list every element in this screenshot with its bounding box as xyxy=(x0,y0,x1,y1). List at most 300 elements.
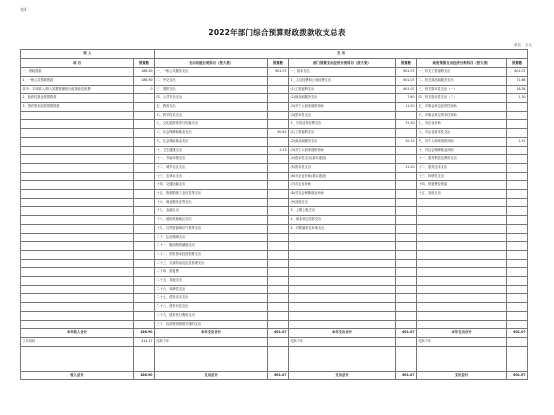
table-cell xyxy=(21,320,134,329)
table-row xyxy=(21,311,528,320)
table-cell: 十四、预备费及预留 xyxy=(417,181,507,190)
table-row xyxy=(21,103,528,112)
table-cell: 2、政府性基金预算拨款 xyxy=(21,94,134,103)
table-cell: (5)资本性支出 xyxy=(289,163,396,172)
table-cell xyxy=(289,250,396,259)
table-cell: 601.07 xyxy=(396,371,417,380)
table-cell xyxy=(268,259,289,268)
table-cell: 90.83 xyxy=(268,129,289,138)
table-cell: 其中：专项收入/纳入预算管理的行政事业性收费 xyxy=(21,85,134,94)
table-cell xyxy=(417,259,507,268)
table-cell xyxy=(507,285,528,294)
table-cell: 186.90 xyxy=(134,329,155,338)
table-cell xyxy=(268,285,289,294)
table-cell xyxy=(396,155,417,164)
table-cell xyxy=(21,294,134,303)
table-cell: 1、一般公共预算拨款 xyxy=(21,76,134,85)
income-budget-header: 预算数 xyxy=(134,58,155,68)
table-cell xyxy=(21,181,134,190)
table-cell xyxy=(396,190,417,199)
table-row xyxy=(21,155,528,164)
table-row xyxy=(21,137,528,146)
table-cell xyxy=(268,242,289,251)
table-cell xyxy=(21,277,134,286)
table-cell: 六、对事业单位资本性补助 xyxy=(417,111,507,120)
table-row xyxy=(21,190,528,199)
table-cell: 601.07 xyxy=(268,329,289,338)
table-cell xyxy=(289,320,396,329)
table-cell xyxy=(507,250,528,259)
table-cell xyxy=(134,320,155,329)
table-row xyxy=(21,120,528,129)
table-cell xyxy=(134,285,155,294)
expense-group-header: 支 出 xyxy=(155,50,528,59)
table-row xyxy=(21,85,528,94)
table-cell: 二十五、其他支出 xyxy=(155,277,268,286)
table-cell: 二十、住房保障支出 xyxy=(155,233,268,242)
table-cell: (1)工资福利支出 xyxy=(289,85,396,94)
table-cell xyxy=(507,103,528,112)
table-cell xyxy=(134,311,155,320)
grand-total-row xyxy=(21,371,528,380)
table-cell: 二、外交支出 xyxy=(155,76,268,85)
table-row xyxy=(21,320,528,329)
table-cell: 二十六、转移性支出 xyxy=(155,285,268,294)
table-cell: 支出总计 xyxy=(417,371,507,380)
table-cell xyxy=(507,242,528,251)
table-cell: 601.07 xyxy=(268,371,289,380)
table-cell: 一、一般公共服务支出 xyxy=(155,68,268,77)
table-cell: 一、基本支出 xyxy=(289,68,396,77)
table-cell: 三十、抗疫特别国债安排的支出 xyxy=(155,320,268,329)
table-cell xyxy=(21,216,134,225)
table-cell xyxy=(268,346,289,371)
table-cell: 601.07 xyxy=(396,76,417,85)
table-cell xyxy=(134,242,155,251)
table-cell: 三、国防支出 xyxy=(155,85,268,94)
table-cell xyxy=(396,294,417,303)
table-cell xyxy=(268,181,289,190)
table-cell xyxy=(134,259,155,268)
table-cell: 七、文化旅游体育与传媒支出 xyxy=(155,120,268,129)
table-cell: 四、公共安全支出 xyxy=(155,94,268,103)
table-cell: 11.50 xyxy=(396,103,417,112)
table-cell: 五、对事业单位经常性补助 xyxy=(417,103,507,112)
table-cell: 十一、债务利息及费用支出 xyxy=(417,155,507,164)
table-cell xyxy=(134,120,155,129)
table-cell xyxy=(134,233,155,242)
table-cell xyxy=(417,285,507,294)
table-cell xyxy=(21,198,134,207)
table-cell xyxy=(396,242,417,251)
table-cell xyxy=(21,259,134,268)
table-row xyxy=(21,207,528,216)
table-cell: 3、国有资本经营预算拨款 xyxy=(21,103,134,112)
table-cell xyxy=(134,207,155,216)
table-cell xyxy=(134,163,155,172)
spacer-row xyxy=(21,346,528,371)
table-cell: (6)对企业补助(基本建设) xyxy=(289,172,396,181)
table-cell xyxy=(417,233,507,242)
table-cell: 601.07 xyxy=(396,68,417,77)
table-cell: 二十七、债务还本支出 xyxy=(155,294,268,303)
econ-gov-header: 政府预算支出经济分类科目（按大类） xyxy=(417,58,507,68)
table-cell: (2)商品和服务支出 xyxy=(289,94,396,103)
table-cell xyxy=(134,111,155,120)
table-cell xyxy=(507,294,528,303)
table-cell: 十五、资源勘探工业信息等支出 xyxy=(155,190,268,199)
table-row xyxy=(21,268,528,277)
table-cell xyxy=(268,137,289,146)
table-cell xyxy=(289,346,396,371)
table-cell: (8)对社会保障基金补助 xyxy=(289,190,396,199)
table-cell xyxy=(507,120,528,129)
table-cell: 结转下年 xyxy=(289,338,396,347)
table-cell xyxy=(268,224,289,233)
table-cell xyxy=(134,190,155,199)
table-cell: 十、卫生健康支出 xyxy=(155,146,268,155)
table-cell: 结转下年 xyxy=(155,338,268,347)
table-cell xyxy=(417,224,507,233)
table-cell xyxy=(507,311,528,320)
table-cell xyxy=(21,268,134,277)
table-cell xyxy=(396,338,417,347)
table-cell xyxy=(268,85,289,94)
table-cell: 三、机关资本性支出（一） xyxy=(417,85,507,94)
table-cell xyxy=(396,233,417,242)
table-cell xyxy=(268,216,289,225)
table-cell xyxy=(396,285,417,294)
table-cell: 18.36 xyxy=(507,85,528,94)
table-cell xyxy=(396,111,417,120)
table-cell xyxy=(268,294,289,303)
table-cell xyxy=(289,268,396,277)
table-cell: 八、社会保障和就业支出 xyxy=(155,129,268,138)
table-cell xyxy=(21,163,134,172)
table-cell xyxy=(507,111,528,120)
table-cell xyxy=(507,259,528,268)
table-row xyxy=(21,224,528,233)
table-cell xyxy=(21,285,134,294)
table-cell: 一、财政拨款 xyxy=(21,68,134,77)
table-cell: 186.90 xyxy=(134,76,155,85)
table-cell: 收入总计 xyxy=(21,371,134,380)
table-cell: 20.10 xyxy=(396,137,417,146)
table-cell xyxy=(289,277,396,286)
table-cell xyxy=(268,277,289,286)
table-cell xyxy=(507,181,528,190)
table-cell xyxy=(268,163,289,172)
table-cell xyxy=(21,155,134,164)
table-cell xyxy=(507,172,528,181)
table-cell: 十六、商业服务业等支出 xyxy=(155,198,268,207)
table-cell: 十五、其他支出 xyxy=(417,190,507,199)
table-cell: 二十二、国有资本经营预算支出 xyxy=(155,250,268,259)
table-cell: 七、对企业补助 xyxy=(417,120,507,129)
table-row xyxy=(21,277,528,286)
table-cell xyxy=(21,146,134,155)
table-cell xyxy=(417,303,507,312)
table-number-label: 表4 xyxy=(20,7,27,12)
table-cell xyxy=(507,198,528,207)
table-cell xyxy=(396,303,417,312)
table-cell xyxy=(134,294,155,303)
table-cell: 601.07 xyxy=(507,68,528,77)
table-cell xyxy=(507,338,528,347)
table-cell: 六、科学技术支出 xyxy=(155,111,268,120)
table-cell: 结转下年 xyxy=(417,338,507,347)
table-cell xyxy=(289,233,396,242)
table-cell: 601.07 xyxy=(507,329,528,338)
table-cell xyxy=(396,146,417,155)
table-cell: 本年支出合计 xyxy=(155,329,268,338)
table-cell xyxy=(268,198,289,207)
table-cell xyxy=(417,277,507,286)
table-cell: 4、事业单位经营支出 xyxy=(289,216,396,225)
table-cell xyxy=(417,242,507,251)
table-cell xyxy=(268,250,289,259)
table-cell xyxy=(134,94,155,103)
table-cell: 十二、城乡社区支出 xyxy=(155,163,268,172)
table-cell xyxy=(507,155,528,164)
table-cell xyxy=(134,103,155,112)
table-cell: 186.90 xyxy=(134,371,155,380)
table-cell xyxy=(417,320,507,329)
table-row xyxy=(21,94,528,103)
table-cell xyxy=(134,137,155,146)
table-cell: 11.20 xyxy=(396,163,417,172)
table-cell xyxy=(268,268,289,277)
table-cell: 四、机关资本性支出（二） xyxy=(417,94,507,103)
budget-table xyxy=(20,49,528,380)
table-cell xyxy=(289,259,396,268)
table-cell: (9)其他支出 xyxy=(289,198,396,207)
table-row xyxy=(21,146,528,155)
table-cell xyxy=(507,233,528,242)
table-cell: 1.51 xyxy=(507,137,528,146)
table-cell xyxy=(417,207,507,216)
table-cell xyxy=(396,268,417,277)
header-group-row xyxy=(21,50,528,59)
table-cell: 601.07 xyxy=(396,85,417,94)
table-cell xyxy=(396,207,417,216)
table-cell: 本年支出合计 xyxy=(417,329,507,338)
table-row xyxy=(21,163,528,172)
table-cell: 2、专项业务经费支出 xyxy=(289,120,396,129)
econ-dept-header: 部门预算支出经济分类科目（按大类） xyxy=(289,58,396,68)
table-row xyxy=(21,294,528,303)
table-row xyxy=(21,233,528,242)
table-cell xyxy=(396,181,417,190)
table-cell xyxy=(134,277,155,286)
table-cell xyxy=(396,277,417,286)
table-cell xyxy=(289,242,396,251)
table-row xyxy=(21,181,528,190)
table-cell xyxy=(396,320,417,329)
table-cell: 本年收入合计 xyxy=(21,329,134,338)
table-cell xyxy=(507,268,528,277)
table-cell xyxy=(268,303,289,312)
table-cell: 3、上缴上级支出 xyxy=(289,207,396,216)
table-cell xyxy=(134,268,155,277)
table-cell xyxy=(134,303,155,312)
table-cell: 71.68 xyxy=(507,76,528,85)
table-cell xyxy=(21,224,134,233)
table-cell xyxy=(268,320,289,329)
table-cell xyxy=(396,250,417,259)
table-cell xyxy=(396,346,417,371)
table-cell xyxy=(417,294,507,303)
table-cell xyxy=(21,120,134,129)
table-row xyxy=(21,285,528,294)
table-cell xyxy=(21,303,134,312)
table-cell xyxy=(268,233,289,242)
table-cell: 一、机关工资福利支出 xyxy=(417,68,507,77)
table-cell xyxy=(268,103,289,112)
table-cell xyxy=(417,311,507,320)
table-cell xyxy=(289,303,396,312)
table-cell xyxy=(268,120,289,129)
table-cell: (2)商品和服务支出 xyxy=(289,137,396,146)
table-cell xyxy=(396,129,417,138)
table-cell xyxy=(268,207,289,216)
table-cell: 十九、自然资源海洋气象等支出 xyxy=(155,224,268,233)
table-cell xyxy=(507,320,528,329)
table-cell: (3)对个人和家庭的补助 xyxy=(289,103,396,112)
table-cell xyxy=(396,198,417,207)
table-cell xyxy=(396,172,417,181)
item-header: 项 目 xyxy=(21,58,134,68)
table-cell xyxy=(396,224,417,233)
table-cell xyxy=(268,94,289,103)
table-cell xyxy=(289,294,396,303)
table-cell xyxy=(21,129,134,138)
table-cell xyxy=(134,250,155,259)
table-cell xyxy=(21,137,134,146)
carryover-row xyxy=(21,338,528,347)
table-cell xyxy=(268,155,289,164)
table-cell xyxy=(21,207,134,216)
table-cell: 二十九、债务发行费用支出 xyxy=(155,311,268,320)
table-cell xyxy=(134,224,155,233)
table-cell: 二十八、债务付息支出 xyxy=(155,303,268,312)
table-cell: 支出总计 xyxy=(289,371,396,380)
table-cell xyxy=(396,259,417,268)
table-cell xyxy=(417,198,507,207)
table-cell: 十七、金融支出 xyxy=(155,207,268,216)
table-row xyxy=(21,250,528,259)
table-cell: 601.07 xyxy=(268,68,289,77)
table-cell: 2.53 xyxy=(268,146,289,155)
table-cell xyxy=(507,190,528,199)
table-cell xyxy=(21,242,134,251)
table-cell xyxy=(507,277,528,286)
table-cell xyxy=(268,111,289,120)
table-cell xyxy=(417,346,507,371)
table-row xyxy=(21,172,528,181)
unit-label: 单位：万元 xyxy=(514,43,532,47)
table-cell xyxy=(396,311,417,320)
table-cell xyxy=(507,303,528,312)
table-cell: 十、对社会保障基金补助 xyxy=(417,146,507,155)
table-cell: 十三、农林水支出 xyxy=(155,172,268,181)
table-cell xyxy=(155,346,268,371)
table-cell: 本年支出合计 xyxy=(289,329,396,338)
table-cell xyxy=(268,190,289,199)
table-cell xyxy=(507,207,528,216)
table-cell xyxy=(134,346,155,371)
table-cell xyxy=(21,111,134,120)
table-cell: 5、对附属单位补助支出 xyxy=(289,224,396,233)
table-cell: 支出总计 xyxy=(155,371,268,380)
table-cell: 186.90 xyxy=(134,68,155,77)
table-cell: (1)工资福利支出 xyxy=(289,129,396,138)
table-cell: 二、机关商品和服务支出 xyxy=(417,76,507,85)
table-cell xyxy=(268,338,289,347)
table-cell: (4)资本性支出 xyxy=(289,111,396,120)
table-cell: 上年结转 xyxy=(21,338,134,347)
table-cell xyxy=(289,285,396,294)
table-row xyxy=(21,259,528,268)
econ-gov-budget-header: 预算数 xyxy=(507,58,528,68)
table-cell: 414.17 xyxy=(134,338,155,347)
table-cell xyxy=(134,146,155,155)
table-cell: 7.60 xyxy=(396,94,417,103)
table-cell xyxy=(507,129,528,138)
table-cell xyxy=(396,216,417,225)
econ-dept-budget-header: 预算数 xyxy=(396,58,417,68)
table-cell xyxy=(21,346,134,371)
table-row xyxy=(21,198,528,207)
table-cell xyxy=(21,311,134,320)
table-cell xyxy=(507,146,528,155)
table-cell xyxy=(417,250,507,259)
table-cell: 二十一、粮油物资储备支出 xyxy=(155,242,268,251)
table-cell: 31.30 xyxy=(396,120,417,129)
table-row xyxy=(21,303,528,312)
income-group-header: 收 入 xyxy=(21,50,155,59)
table-cell: 0 xyxy=(134,85,155,94)
table-cell xyxy=(134,172,155,181)
table-cell xyxy=(289,311,396,320)
table-cell: 九、社会保险基金支出 xyxy=(155,137,268,146)
table-cell: 十二、债务还本支出 xyxy=(417,163,507,172)
table-cell xyxy=(268,172,289,181)
table-cell: (4)资本性支出(基本建设) xyxy=(289,155,396,164)
table-cell xyxy=(134,129,155,138)
table-cell xyxy=(507,163,528,172)
table-cell xyxy=(134,155,155,164)
table-row xyxy=(21,242,528,251)
table-cell xyxy=(134,216,155,225)
table-cell xyxy=(507,346,528,371)
table-cell: 1、人员经费和公用经费支出 xyxy=(289,76,396,85)
table-cell: 八、对企业资本性支出 xyxy=(417,129,507,138)
table-cell: 十一、节能环保支出 xyxy=(155,155,268,164)
table-cell xyxy=(21,190,134,199)
table-cell xyxy=(268,76,289,85)
table-cell: (7)对企业补助 xyxy=(289,181,396,190)
table-row xyxy=(21,129,528,138)
func-budget-header: 预算数 xyxy=(268,58,289,68)
table-cell: 十三、转移性支出 xyxy=(417,172,507,181)
table-cell xyxy=(268,311,289,320)
table-cell: 十四、交通运输支出 xyxy=(155,181,268,190)
table-cell: 601.07 xyxy=(507,371,528,380)
table-cell: 十八、援助其他地区支出 xyxy=(155,216,268,225)
table-cell: 601.07 xyxy=(396,329,417,338)
table-cell xyxy=(417,268,507,277)
